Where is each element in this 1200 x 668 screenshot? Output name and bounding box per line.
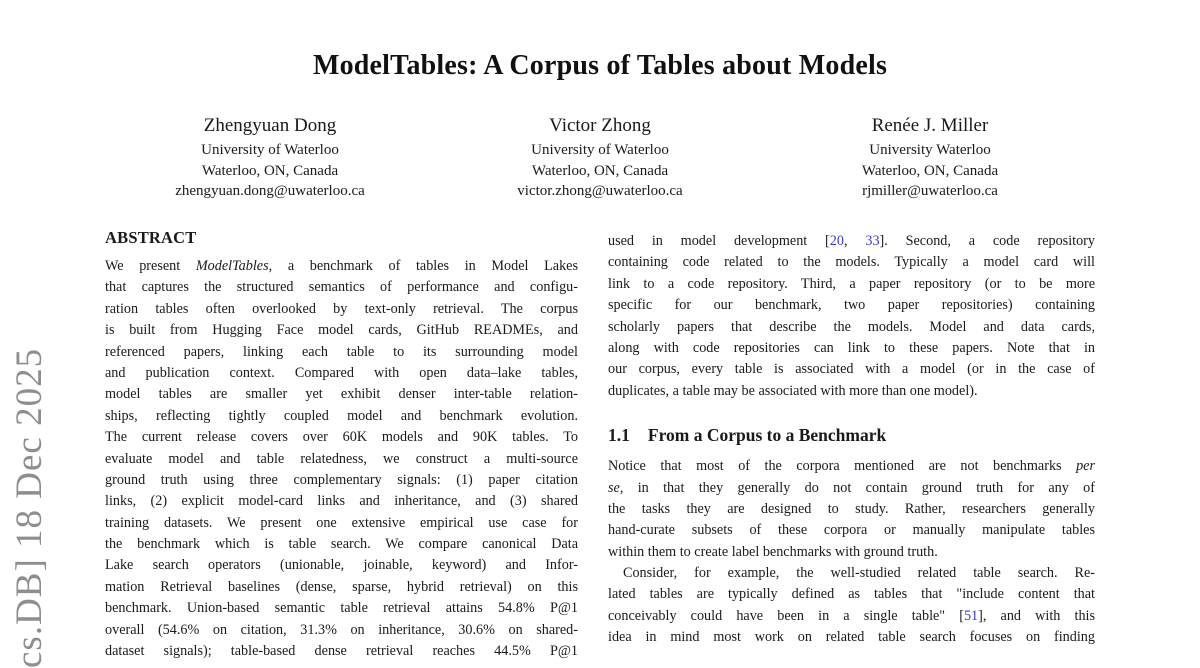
text-line: lated tables are typically defined as tables that "include content that xyxy=(608,586,1095,603)
text-line: the benchmark which is table search. We compare canonical Data xyxy=(105,536,578,553)
author-email: victor.zhong@uwaterloo.ca xyxy=(517,183,683,199)
text-line: Consider, for example, the well-studied related table search. Re- xyxy=(623,565,1095,582)
section-paragraph xyxy=(608,456,1095,563)
author-affiliation: University of Waterloo xyxy=(201,142,339,158)
text-line: overall (54.6% on citation, 31.3% on inheritance, 30.6% on shared- xyxy=(105,621,578,638)
text-line: idea in mind most work on related table search focuses on finding xyxy=(608,629,1095,646)
text-line: referenced papers, linking each table to its surrounding model xyxy=(105,343,578,360)
intro-paragraph xyxy=(608,231,1095,402)
text-line: is built from Hugging Face model cards, GitHub READMEs, and xyxy=(105,322,578,339)
author-email: rjmiller@uwaterloo.ca xyxy=(862,183,998,199)
text-line: training datasets. We present one extensive empirical use case for xyxy=(105,514,578,531)
text-line: containing code related to the models. Typically a model card will xyxy=(608,254,1095,271)
text-line: conceivably could have been in a single table" [51], and with this xyxy=(608,607,1095,624)
text-line: and publication context. Compared with open data–lake tables, xyxy=(105,364,578,381)
text-line: duplicates, a table may be associated with more than one model). xyxy=(608,382,978,399)
text-line: We present ModelTables, a benchmark of tables in Model Lakes xyxy=(105,258,578,274)
right-column xyxy=(608,231,1095,649)
author-block xyxy=(435,113,765,202)
author-name: Victor Zhong xyxy=(549,115,651,136)
text-line: scholarly papers that describe the models. Model and data cards, xyxy=(608,318,1095,335)
authors-row xyxy=(105,113,1095,202)
text-line: Lake search operators (unionable, joinable, keyword) and Infor- xyxy=(105,557,578,574)
abstract-body xyxy=(105,256,578,662)
text-line: links, (2) explicit model-card links and inheritance, and (3) shared xyxy=(105,493,578,510)
text-line: The current release covers over 60K models and 90K tables. To xyxy=(105,429,578,446)
text-line: that captures the structured semantics of performance and configu- xyxy=(105,279,578,296)
text-line: Notice that most of the corpora mentioned are not benchmarks per xyxy=(608,458,1095,475)
section-heading xyxy=(608,424,1095,446)
text-line: ration tables often overlooked by text-only retrieval. The corpus xyxy=(105,300,578,317)
text-line: mation Retrieval baselines (dense, sparse, hybrid retrieval) on this xyxy=(105,578,578,595)
author-location: Waterloo, ON, Canada xyxy=(861,162,999,179)
text-line: ground truth using three complementary signals: (1) paper citation xyxy=(105,471,578,488)
text-line: hand-curate subsets of these corpora or manually manipulate tables xyxy=(608,522,1095,539)
section-title: From a Corpus to a Benchmark xyxy=(647,425,887,446)
text-line: dataset signals); table-based dense retrieval reaches 44.5% P@1 xyxy=(105,643,578,660)
text-line: the tasks they are designed to study. Rather, researchers generally xyxy=(608,500,1095,517)
arxiv-watermark: cs.DB] 18 Dec 2025 xyxy=(9,347,50,668)
author-name: Zhengyuan Dong xyxy=(203,115,337,136)
text-line: specific for our benchmark, two paper repositories) containing xyxy=(608,297,1095,314)
paper-title: ModelTables: A Corpus of Tables about Models xyxy=(312,50,888,81)
text-line: se, in that they generally do not contain ground truth for any of xyxy=(608,479,1095,496)
author-email: zhengyuan.dong@uwaterloo.ca xyxy=(175,183,365,199)
author-affiliation: University of Waterloo xyxy=(531,142,669,158)
text-line: evaluate model and table relatedness, we construct a multi-source xyxy=(105,450,578,467)
section-paragraph xyxy=(608,563,1095,649)
abstract-heading: ABSTRACT xyxy=(105,228,197,247)
author-name: Renée J. Miller xyxy=(871,115,989,136)
text-line: our corpus, every table is associated with a model (or in the case of xyxy=(608,361,1095,378)
author-block xyxy=(105,113,435,202)
text-line: benchmark. Union-based semantic table retrieval attains 54.8% P@1 xyxy=(105,600,578,617)
text-line: used in model development [20, 33]. Second, a code repository xyxy=(608,233,1095,249)
text-line: link to a code repository. Third, a paper repository (or to be more xyxy=(608,275,1095,292)
author-location: Waterloo, ON, Canada xyxy=(201,162,339,179)
text-line: along with code repositories can link to these papers. Note that in xyxy=(608,339,1095,356)
author-block xyxy=(765,113,1095,202)
text-line: model tables are smaller yet exhibit denser inter-table relation- xyxy=(105,386,578,403)
section-number: 1.1 xyxy=(608,425,630,446)
text-line: ships, reflecting tightly coupled model and benchmark evolution. xyxy=(105,407,578,424)
text-line: within them to create label benchmarks with ground truth. xyxy=(608,543,938,560)
author-affiliation: University Waterloo xyxy=(869,142,991,158)
left-column xyxy=(105,228,578,662)
author-location: Waterloo, ON, Canada xyxy=(531,162,669,179)
